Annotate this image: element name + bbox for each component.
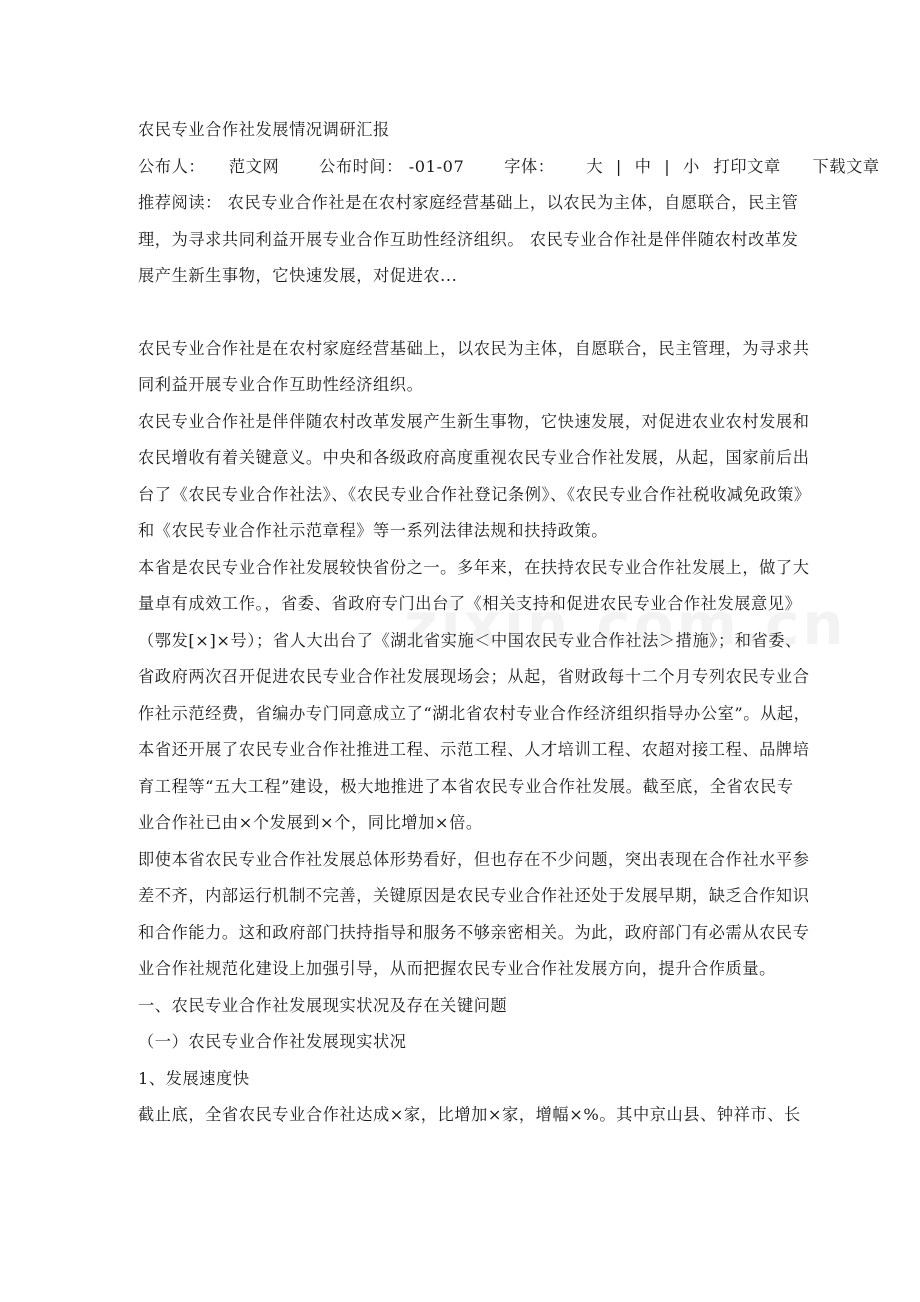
font-size-medium-button[interactable]: 中 bbox=[634, 156, 652, 176]
body-line: 农民增收有着关键意义。中央和各级政府高度重视农民专业合作社发展，从起，国家前后出 bbox=[138, 448, 810, 467]
body-line: 农民专业合作社是在农村家庭经营基础上，以农民为主体，自愿联合，民主管理，为寻求共 bbox=[138, 338, 810, 358]
summary-line: 理，为寻求共同利益开展专业合作互助性经济组织。 农民专业合作社是伴伴随农村改革发 bbox=[138, 229, 799, 249]
publish-time: -01-07 bbox=[408, 156, 465, 176]
article-meta bbox=[138, 149, 880, 186]
body-line: 量卓有成效工作。，省委、省政府专门出台了《相关支持和促进农民专业合作社发展意见》 bbox=[138, 594, 802, 613]
separator: | bbox=[664, 156, 671, 176]
document-page bbox=[138, 112, 880, 1134]
separator: | bbox=[615, 156, 622, 176]
publisher-name: 范文网 bbox=[228, 156, 280, 176]
body-line: 育工程等“五大工程”建设，极大地推进了本省农民专业合作社发展。截至底，全省农民专 bbox=[138, 776, 794, 796]
publish-time-label: 公布时间： bbox=[319, 156, 403, 176]
article-body bbox=[138, 331, 811, 1134]
publisher-label: 公布人： bbox=[138, 156, 206, 176]
body-line: 和合作能力。这和政府部门扶持指导和服务不够亲密相关。为此，政府部门有必需从农民专 bbox=[138, 922, 810, 942]
body-line: 和《农民专业合作社示范章程》等一系列法律法规和扶持政策。 bbox=[138, 521, 609, 540]
download-article-link[interactable]: 下载文章 bbox=[812, 156, 880, 176]
font-size-large-button[interactable]: 大 bbox=[586, 156, 604, 176]
body-line: 本省是农民专业合作社发展较快省份之一。多年来，在扶持农民专业合作社发展上，做了大 bbox=[138, 557, 810, 577]
summary-line: 推荐阅读： 农民专业合作社是在农村家庭经营基础上，以农民为主体，自愿联合，民主管 bbox=[138, 193, 799, 212]
item-heading: 1、发展速度快 bbox=[138, 1068, 250, 1088]
body-line: 业合作社规范化建设上加强引导，从而把握农民专业合作社发展方向，提升合作质量。 bbox=[138, 959, 776, 978]
body-line: 农民专业合作社是伴伴随农村改革发展产生新生事物，它快速发展，对促进农业农村发展和 bbox=[138, 411, 810, 431]
section-heading: 一、农民专业合作社发展现实状况及存在关键问题 bbox=[138, 995, 508, 1015]
body-line: 本省还开展了农民专业合作社推进工程、示范工程、人才培训工程、农超对接工程、品牌培 bbox=[138, 740, 810, 759]
body-line: 业合作社已由×个发展到×个，同比增加×倍。 bbox=[138, 813, 483, 832]
body-line: （鄂发[×]×号）；省人大出台了《湖北省实施＜中国农民专业合作社法＞措施》；和省委、 bbox=[138, 630, 802, 650]
font-size-label: 字体： bbox=[504, 156, 555, 176]
body-line: 差不齐，内部运行机制不完善，关键原因是农民专业合作社还处于发展早期，缺乏合作知识 bbox=[138, 886, 810, 905]
summary-line: 展产生新生事物，它快速发展，对促进农... bbox=[138, 266, 458, 285]
summary bbox=[138, 185, 799, 295]
body-line: 省政府两次召开促进农民专业合作社发展现场会；从起，省财政每十二个月专列农民专业合 bbox=[138, 667, 810, 686]
body-line: 作社示范经费，省编办专门同意成立了“湖北省农村专业合作经济组织指导办公室”。从起， bbox=[138, 703, 811, 723]
subsection-heading: （一）农民专业合作社发展现实状况 bbox=[138, 1032, 407, 1051]
body-line: 截止底，全省农民专业合作社达成×家，比增加×家，增幅×%。其中京山县、钟祥市、长 bbox=[138, 1105, 801, 1124]
article-title: 农民专业合作社发展情况调研汇报 bbox=[138, 120, 390, 139]
body-line: 即使本省农民专业合作社发展总体形势看好，但也存在不少问题，突出表现在合作社水平参 bbox=[138, 849, 810, 869]
spacer bbox=[138, 295, 786, 331]
print-article-link[interactable]: 打印文章 bbox=[713, 156, 781, 176]
body-line: 同利益开展专业合作互助性经济组织。 bbox=[138, 375, 424, 394]
font-size-small-button[interactable]: 小 bbox=[683, 156, 700, 176]
body-line: 台了《农民专业合作社法》、《农民专业合作社登记条例》、《农民专业合作社税收减免政策》 bbox=[138, 484, 811, 504]
